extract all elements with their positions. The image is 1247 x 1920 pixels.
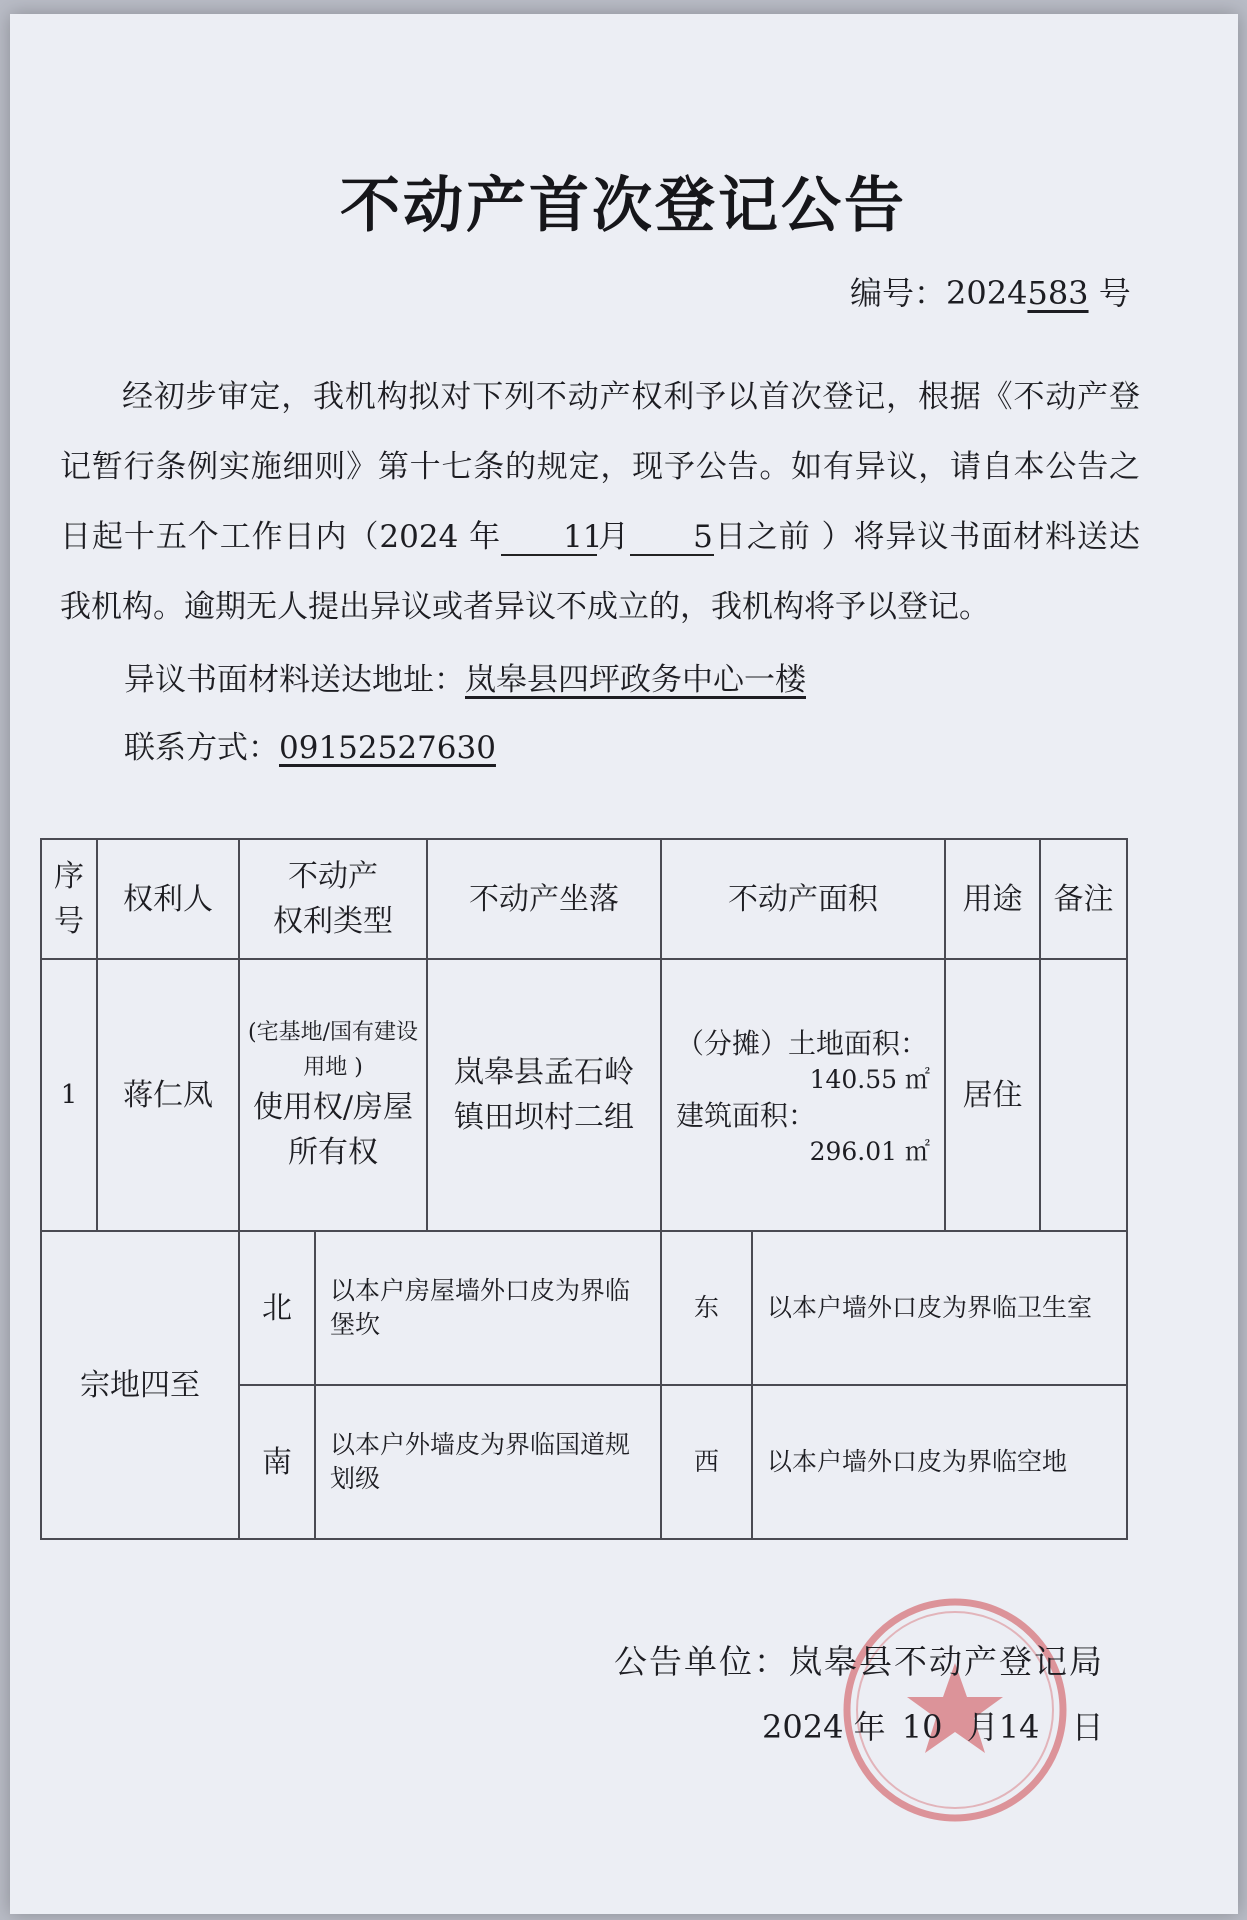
row-seq: 1 (41, 959, 97, 1231)
table-header-row (41, 839, 1127, 959)
document-number (850, 268, 1131, 314)
contact-line (124, 722, 496, 767)
header-right-type: 不动产 权利类型 (239, 839, 427, 959)
issue-year-char: 年 (853, 1708, 886, 1746)
row-area (661, 959, 945, 1231)
land-area-value: 140.55 ㎡ (809, 1065, 930, 1094)
row-remark (1040, 959, 1127, 1231)
address-value: 岚皋县四坪政务中心一楼 (465, 662, 806, 698)
header-location: 不动产坐落 (427, 839, 661, 959)
south-boundary: 以本户外墙皮为界临国道规划级 (315, 1385, 661, 1539)
deadline-day: 5 (630, 520, 714, 556)
contact-value: 09152527630 (279, 730, 496, 766)
east-label: 东 (661, 1231, 752, 1385)
notice-text: 经初步审定，我机构拟对下列不动产权利予以首次登记，根据《不动产登记暂行条例实施细则》第十七条的规定，现予公告。如有异议，请自本公告之日起十五个工作日内（2024 年 (60, 379, 1140, 555)
east-boundary: 以本户墙外口皮为界临卫生室 (752, 1231, 1127, 1385)
page-title: 不动产首次登记公告 (340, 171, 907, 241)
row-use: 居住 (945, 959, 1040, 1231)
notice-tail: 日之前 ）将异议书面材料送达我机构。逾期无人提出异议或者异议不成立的，我机构将予以登记。 (60, 519, 1141, 625)
deadline-month: 11 (501, 520, 597, 556)
document-number-label: 编号：2024 (850, 274, 1028, 312)
address-label: 异议书面材料送达地址： (124, 662, 465, 698)
registration-table (40, 838, 1128, 1540)
issue-date (762, 1702, 1104, 1748)
table-row (41, 959, 1127, 1231)
contact-label: 联系方式： (124, 730, 279, 766)
deadline-month-char: 月 (597, 519, 630, 555)
header-holder: 权利人 (97, 839, 239, 959)
notice-paragraph (60, 362, 1140, 642)
issue-month-char: 月 (966, 1708, 999, 1746)
header-seq: 序 号 (41, 839, 97, 959)
land-area-label: （分摊）土地面积： (676, 1027, 929, 1060)
building-area-value: 296.01 ㎡ (809, 1137, 930, 1166)
issuing-organization: 公告单位：岚皋县不动产登记局 (614, 1642, 1104, 1681)
west-boundary: 以本户墙外口皮为界临空地 (752, 1385, 1127, 1539)
north-label: 北 (239, 1231, 315, 1385)
west-label: 西 (661, 1385, 752, 1539)
row-location: 岚皋县孟石岭镇田坝村二组 (427, 959, 661, 1231)
boundary-row-north-east (41, 1231, 1127, 1385)
header-area: 不动产面积 (661, 839, 945, 959)
boundaries-label: 宗地四至 (41, 1231, 239, 1539)
issue-day: 14 (998, 1708, 1040, 1746)
document-number-suffix: 号 (1088, 274, 1131, 312)
north-boundary: 以本户房屋墙外口皮为界临堡坎 (315, 1231, 661, 1385)
issue-year: 2024 (762, 1708, 844, 1746)
document-number-value: 583 (1027, 274, 1089, 312)
row-right-type-land: (宅基地/国有建设用地 ) (248, 1019, 418, 1080)
header-use: 用途 (945, 839, 1040, 959)
issue-day-char: 日 (1071, 1708, 1104, 1746)
row-right-type-main: 使用权/房屋所有权 (252, 1090, 414, 1171)
row-holder: 蒋仁凤 (97, 959, 239, 1231)
row-right-type (239, 959, 427, 1231)
issue-month: 10 (901, 1708, 943, 1746)
building-area-label: 建筑面积： (676, 1099, 817, 1132)
south-label: 南 (239, 1385, 315, 1539)
address-line (124, 654, 806, 699)
header-remark: 备注 (1040, 839, 1127, 959)
